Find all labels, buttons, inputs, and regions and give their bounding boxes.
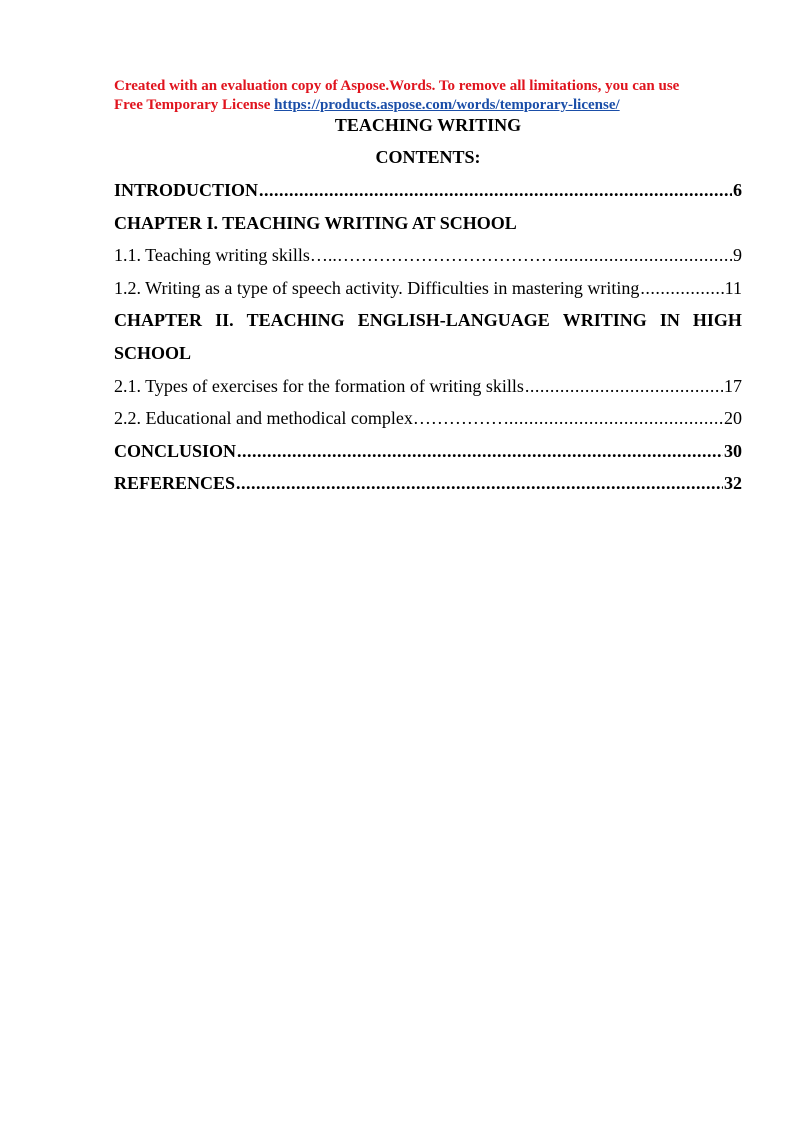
chapter-2-word: ENGLISH-LANGUAGE — [357, 310, 550, 331]
toc-dot-leader — [640, 272, 723, 305]
toc-dot-leader — [504, 402, 723, 435]
toc-page-number: 30 — [724, 440, 742, 461]
chapter-2-word: IN — [659, 310, 680, 331]
toc-entry-1-1[interactable] — [114, 239, 742, 272]
toc-entry-chapter-1[interactable] — [114, 207, 742, 240]
toc-entry-label: INTRODUCTION — [114, 180, 259, 200]
chapter-2-word: II. — [215, 310, 234, 331]
toc-page-number: 11 — [724, 277, 742, 298]
toc-entry-label: SCHOOL — [114, 342, 192, 363]
toc-entry-label: CONCLUSION — [114, 440, 237, 461]
toc-entry-conclusion[interactable] — [114, 435, 742, 468]
toc-page-number: 6 — [733, 180, 742, 200]
toc-entry-introduction[interactable] — [114, 174, 742, 207]
watermark-license-text: Free Temporary License — [114, 97, 275, 113]
watermark-line-2 — [114, 96, 754, 115]
chapter-2-word: HIGH — [692, 310, 742, 331]
toc-entry-2-2[interactable] — [114, 402, 742, 435]
toc-entry-label: 2.2. Educational and methodical complex…………… — [114, 408, 503, 429]
toc-dot-leader — [525, 370, 723, 403]
toc-entry-label: REFERENCES — [114, 473, 236, 494]
toc-page-number: 9 — [733, 245, 742, 266]
chapter-2-word: TEACHING — [246, 310, 345, 331]
table-of-contents — [114, 174, 742, 500]
toc-dot-leader — [554, 239, 732, 272]
toc-page-number: 20 — [724, 408, 742, 429]
toc-entry-1-2[interactable] — [114, 272, 742, 305]
toc-entry-chapter-2[interactable] — [114, 304, 742, 337]
evaluation-watermark — [114, 77, 754, 115]
toc-page-number: 32 — [724, 473, 742, 494]
toc-entry-label: 2.1. Types of exercises for the formation of writing skills — [114, 375, 524, 396]
toc-dot-leader — [236, 467, 723, 500]
toc-dot-leader — [259, 174, 732, 207]
document-title: TEACHING WRITING — [334, 115, 522, 135]
chapter-2-word: CHAPTER — [114, 310, 203, 331]
toc-entry-label: CHAPTER I. TEACHING WRITING AT SCHOOL — [114, 212, 517, 233]
toc-entry-label: 1.2. Writing as a type of speech activity. Difficulties in mastering writing — [114, 277, 640, 298]
temporary-license-link[interactable]: https://products.aspose.com/words/temporary-license/ — [274, 97, 620, 113]
watermark-line-1: Created with an evaluation copy of Aspose.Words. To remove all limitations, you can use — [114, 78, 680, 94]
toc-dot-leader — [237, 435, 723, 468]
contents-heading: CONTENTS: — [375, 147, 481, 167]
toc-entry-label: 1.1. Teaching writing skills…..……………………………… — [114, 245, 553, 266]
toc-entry-references[interactable] — [114, 467, 742, 500]
toc-entry-chapter-2-continuation[interactable] — [114, 337, 742, 370]
toc-page-number: 17 — [724, 375, 742, 396]
chapter-2-word: WRITING — [562, 310, 647, 331]
toc-entry-2-1[interactable] — [114, 370, 742, 403]
